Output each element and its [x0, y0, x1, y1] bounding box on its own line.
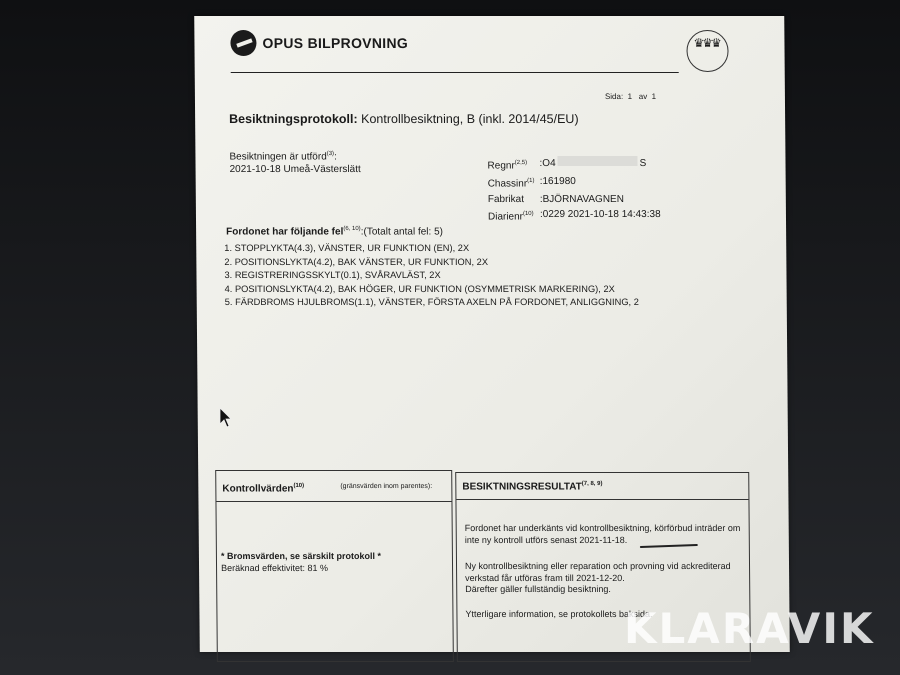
accreditation-seal: [682, 30, 733, 92]
inspection-date-place: 2021-10-18 Umeå-Västerslätt: [229, 164, 361, 176]
defect-item: 1. STOPPLYKTA(4.3), VÄNSTER, UR FUNKTION (EN), 2X: [224, 243, 470, 253]
opus-logo-icon: [230, 30, 256, 56]
result-heading: BESIKTNINGSRESULTAT$^{(7, 8, 9)}$: [462, 481, 603, 493]
defect-item: 3. REGISTRERINGSSKYLT(0.1), SVÅRAVLÄST, 2X: [224, 270, 441, 280]
watermark: KLARAVIK: [624, 604, 875, 653]
defect-item: 4. POSITIONSLYKTA(4.2), BAK HÖGER, UR FUNKTION (OSYMMETRISK MARKERING), 2X: [224, 283, 615, 294]
defect-item: 2. POSITIONSLYKTA(4.2), BAK VÄNSTER, UR FUNKTION, 2X: [224, 256, 489, 267]
page-indicator: Sida: 1 av 1: [604, 92, 657, 101]
brand-name: OPUS BILPROVNING: [262, 35, 409, 51]
result-full-inspection: Därefter gäller fullständig besiktning.: [465, 584, 611, 594]
brake-efficiency: Beräknad effektivitet: 81 %: [220, 563, 328, 573]
redacted-plate: [558, 156, 638, 166]
document-title: Besiktningsprotokoll: Kontrollbesiktning, B (inkl. 2014/45/EU): [229, 112, 579, 126]
accreditation-seal-icon: ♛♛♛: [686, 30, 728, 72]
inspection-document: [194, 16, 790, 652]
header-divider: [231, 72, 679, 73]
inspection-info: Besiktningen är utförd$^{(3)}$: 2021-10-18 Umeå-Västerslätt: [229, 151, 361, 176]
result-more-info: Ytterligare information, se protokollets baksida.: [465, 609, 653, 619]
defects-list: [224, 242, 639, 310]
brake-values-heading: * Bromsvärden, se särskilt protokoll *: [220, 551, 382, 561]
vehicle-info: Regnr$^{(2,5)}$ :O4 S Chassinr$^{(1)}$ :161980 Fabrikat :BJÖRNAVAGNEN Diarienr$^{(10)}$ :0229 2021-10-18 14:43:38: [487, 158, 661, 223]
result-verdict: Fordonet har underkänts vid kontrollbesiktning, körförbud inträder om inte ny kontroll utförs senast 2021-11-18.: [464, 523, 741, 545]
control-values-box: Kontrollvärden$^{(10)}$ (gränsvärden inom parentes): * Bromsvärden, se särskilt protokoll * Beräknad effektivitet: 81 %: [215, 470, 454, 662]
opus-logo: [230, 30, 408, 56]
defects-heading: Fordonet har följande fel$^{(6, 10)}$:(Totalt antal fel: 5): [226, 226, 444, 238]
result-reinspection: Ny kontrollbesiktning eller reparation och provning vid ackrediterad verkstad får utföras fram till 2021-12-20.: [464, 561, 731, 583]
mouse-cursor-icon: [219, 407, 231, 429]
defect-item: 5. FÄRDBROMS HJULBROMS(1.1), VÄNSTER, FÖRSTA AXELN PÅ FORDONET, ANLIGGNING, 2: [224, 297, 639, 307]
